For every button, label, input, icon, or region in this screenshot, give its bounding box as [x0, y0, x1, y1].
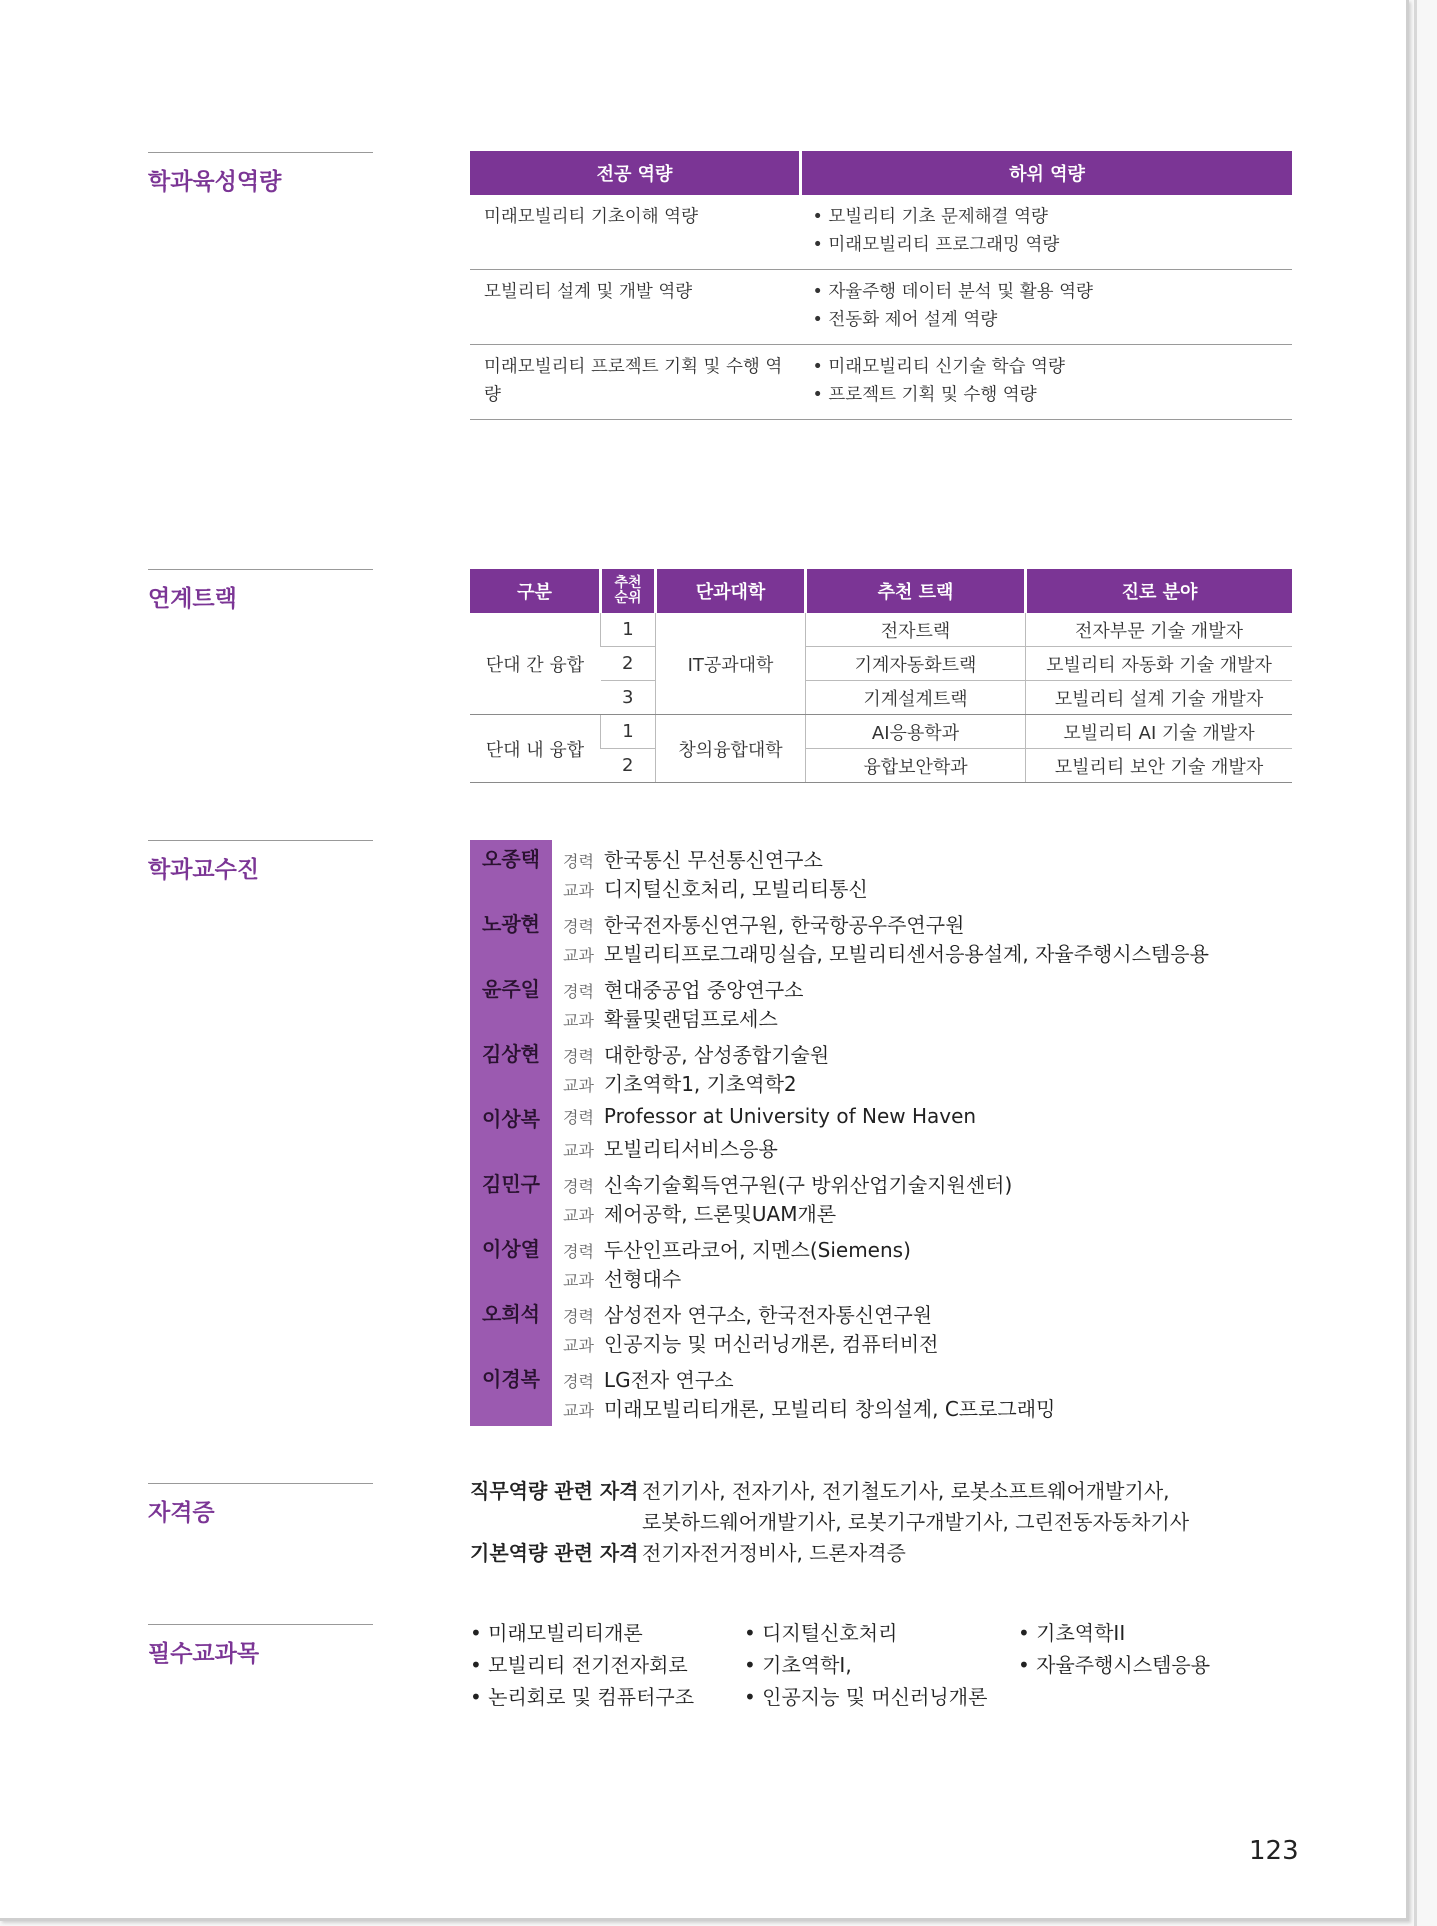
faculty-courses: [563, 873, 868, 902]
faculty-career: [563, 1169, 1012, 1198]
cert-value-line: 로봇하드웨어개발기사, 로봇기구개발기사, 그린전동자동차기사: [642, 1510, 1190, 1534]
column-header: 진로 분야: [1026, 569, 1293, 613]
course-text: 디지털신호처리, 모빌리티통신: [603, 877, 868, 901]
rank-header-bottom: 순위: [614, 590, 642, 606]
career-text: Professor at University of New Haven: [603, 1104, 977, 1128]
course-text: 모빌리티프로그래밍실습, 모빌리티센서응용설계, 자율주행시스템응용: [603, 942, 1209, 966]
faculty-career: [563, 909, 964, 938]
faculty-member: [470, 1100, 1270, 1165]
course-text: 제어공학, 드론및UAM개론: [603, 1202, 837, 1226]
career-text: LG전자 연구소: [603, 1368, 734, 1392]
rank-cell: 1: [601, 715, 656, 749]
course-tag: 교과: [563, 946, 594, 965]
sub-competency: • 자율주행 데이터 분석 및 활용 역량: [813, 278, 1281, 306]
table-row: [470, 715, 1292, 749]
sub-competency: • 전동화 제어 설계 역량: [813, 306, 1281, 334]
course-tag: 교과: [563, 1271, 594, 1290]
course-tag: 교과: [563, 1011, 594, 1030]
rank-cell: 2: [601, 647, 656, 681]
rank-header-top: 추천: [614, 575, 642, 591]
track-cell: AI응용학과: [806, 715, 1026, 749]
career-tag: 경력: [563, 852, 594, 871]
college-cell: 창의융합대학: [656, 715, 806, 783]
table-row: [470, 345, 1292, 420]
category-cell: 단대 내 융합: [470, 715, 601, 783]
college-cell: IT공과대학: [656, 613, 806, 715]
course-item: • 자율주행시스템응용: [1018, 1649, 1290, 1681]
required-courses: [470, 1617, 1290, 1713]
page-edge: [1414, 0, 1417, 1926]
faculty-member: [470, 1230, 1270, 1295]
faculty-name: 오희석: [482, 1302, 540, 1326]
course-item: • 모빌리티 전기전자회로: [470, 1649, 744, 1681]
cert-value-line: 전기기사, 전자기사, 전기철도기사, 로봇소프트웨어개발기사,: [642, 1479, 1170, 1503]
career-cell: 모빌리티 AI 기술 개발자: [1026, 715, 1293, 749]
faculty-member: [470, 1035, 1270, 1100]
faculty-courses: [563, 1263, 681, 1292]
faculty-name: 노광현: [482, 912, 540, 936]
section-label-certs: 자격증: [148, 1483, 373, 1527]
career-tag: 경력: [563, 1047, 594, 1066]
faculty-career: [563, 844, 823, 873]
sub-competency: • 모빌리티 기초 문제해결 역량: [813, 203, 1281, 231]
main-competency: 미래모빌리티 프로젝트 기획 및 수행 역량: [470, 345, 801, 420]
career-text: 한국전자통신연구원, 한국항공우주연구원: [603, 913, 965, 937]
sub-competency: • 미래모빌리티 프로그래밍 역량: [813, 231, 1281, 259]
cert-row-job: [470, 1476, 1290, 1538]
faculty-member: [470, 905, 1270, 970]
career-tag: 경력: [563, 1307, 594, 1326]
faculty-courses: [563, 1328, 938, 1357]
main-competency: 미래모빌리티 기초이해 역량: [470, 195, 801, 270]
faculty-member: [470, 1165, 1270, 1230]
course-item: • 논리회로 및 컴퓨터구조: [470, 1681, 744, 1713]
column-header: 하위 역량: [801, 151, 1293, 195]
track-cell: 전자트랙: [806, 613, 1026, 647]
career-tag: 경력: [563, 917, 594, 936]
sub-competency: • 미래모빌리티 신기술 학습 역량: [813, 353, 1281, 381]
career-text: 현대중공업 중앙연구소: [603, 978, 804, 1002]
sub-competency-cell: [801, 270, 1293, 345]
faculty-courses: [563, 1068, 797, 1097]
course-text: 기초역학1, 기초역학2: [603, 1072, 797, 1096]
certifications: [470, 1476, 1290, 1569]
course-text: 선형대수: [603, 1267, 682, 1291]
page-number: 123: [1249, 1836, 1299, 1866]
faculty-career: [563, 974, 803, 1003]
category-cell: 단대 간 융합: [470, 613, 601, 715]
column-header: 전공 역량: [470, 151, 801, 195]
faculty-courses: [563, 1198, 836, 1227]
cert-row-basic: [470, 1538, 1290, 1569]
column-header: 추천 트랙: [806, 569, 1026, 613]
faculty-career: [563, 1039, 829, 1068]
sub-competency: • 프로젝트 기획 및 수행 역량: [813, 381, 1281, 409]
course-item: • 기초역학II: [1018, 1617, 1290, 1649]
faculty-member: [470, 970, 1270, 1035]
table-row: [470, 613, 1292, 647]
faculty-name: 김상현: [482, 1042, 540, 1066]
section-label-track: 연계트랙: [148, 569, 373, 613]
career-tag: 경력: [563, 1108, 594, 1127]
career-text: 두산인프라코어, 지멘스(Siemens): [603, 1238, 911, 1262]
career-cell: 전자부문 기술 개발자: [1026, 613, 1293, 647]
course-tag: 교과: [563, 1401, 594, 1420]
course-tag: 교과: [563, 1076, 594, 1095]
faculty-career: [563, 1104, 976, 1128]
faculty-courses: [563, 1133, 778, 1162]
competency-table: [470, 151, 1292, 420]
sub-competency-cell: [801, 345, 1293, 420]
track-table: [470, 569, 1292, 783]
section-label-courses: 필수교과목: [148, 1624, 373, 1668]
career-text: 대한항공, 삼성종합기술원: [603, 1043, 830, 1067]
faculty-name: 이상복: [482, 1107, 540, 1131]
column-header-rank: [601, 569, 656, 613]
faculty-name: 윤주일: [482, 977, 540, 1001]
faculty-name: 이상열: [482, 1237, 540, 1261]
career-text: 한국통신 무선통신연구소: [603, 848, 823, 872]
course-text: 인공지능 및 머신러닝개론, 컴퓨터비전: [603, 1332, 939, 1356]
rank-cell: 3: [601, 681, 656, 715]
faculty-name: 김민구: [482, 1172, 540, 1196]
cert-label: 직무역량 관련 자격: [470, 1479, 639, 1503]
track-cell: 융합보안학과: [806, 749, 1026, 783]
column-header: 구분: [470, 569, 601, 613]
course-item: • 기초역학I,: [744, 1649, 1018, 1681]
track-cell: 기계자동화트랙: [806, 647, 1026, 681]
course-text: 확률및랜덤프로세스: [603, 1007, 778, 1031]
track-cell: 기계설계트랙: [806, 681, 1026, 715]
career-tag: 경력: [563, 1177, 594, 1196]
career-text: 신속기술획득연구원(구 방위산업기술지원센터): [603, 1173, 1013, 1197]
section-label-faculty: 학과교수진: [148, 840, 373, 884]
column-header: 단과대학: [656, 569, 806, 613]
faculty-member: [470, 840, 1270, 905]
table-row: [470, 195, 1292, 270]
course-item: • 미래모빌리티개론: [470, 1617, 744, 1649]
course-item: • 디지털신호처리: [744, 1617, 1018, 1649]
cert-label: 기본역량 관련 자격: [470, 1541, 639, 1565]
career-cell: 모빌리티 설계 기술 개발자: [1026, 681, 1293, 715]
course-tag: 교과: [563, 1206, 594, 1225]
faculty-courses: [563, 938, 1209, 967]
course-text: 모빌리티서비스응용: [603, 1137, 778, 1161]
faculty-career: [563, 1299, 932, 1328]
faculty-career: [563, 1364, 734, 1393]
career-cell: 모빌리티 자동화 기술 개발자: [1026, 647, 1293, 681]
section-label-competency: 학과육성역량: [148, 152, 373, 196]
cert-values: [642, 1476, 1290, 1538]
sub-competency-cell: [801, 195, 1293, 270]
career-cell: 모빌리티 보안 기술 개발자: [1026, 749, 1293, 783]
faculty-courses: [563, 1003, 778, 1032]
faculty-courses: [563, 1393, 1055, 1422]
career-tag: 경력: [563, 1372, 594, 1391]
course-tag: 교과: [563, 1336, 594, 1355]
rank-cell: 2: [601, 749, 656, 783]
career-tag: 경력: [563, 982, 594, 1001]
course-tag: 교과: [563, 881, 594, 900]
faculty-name: 이경복: [482, 1367, 540, 1391]
career-tag: 경력: [563, 1242, 594, 1261]
course-item: • 인공지능 및 머신러닝개론: [744, 1681, 1018, 1713]
faculty-career: [563, 1234, 911, 1263]
course-text: 미래모빌리티개론, 모빌리티 창의설계, C프로그래밍: [603, 1397, 1056, 1421]
main-competency: 모빌리티 설계 및 개발 역량: [470, 270, 801, 345]
faculty-list: [470, 840, 1270, 1425]
faculty-name: 오종택: [482, 847, 540, 871]
career-text: 삼성전자 연구소, 한국전자통신연구원: [603, 1303, 933, 1327]
rank-cell: 1: [601, 613, 656, 647]
table-row: [470, 270, 1292, 345]
faculty-member: [470, 1360, 1270, 1425]
course-tag: 교과: [563, 1141, 594, 1160]
faculty-member: [470, 1295, 1270, 1360]
cert-value-line: 전기자전거정비사, 드론자격증: [642, 1541, 906, 1565]
